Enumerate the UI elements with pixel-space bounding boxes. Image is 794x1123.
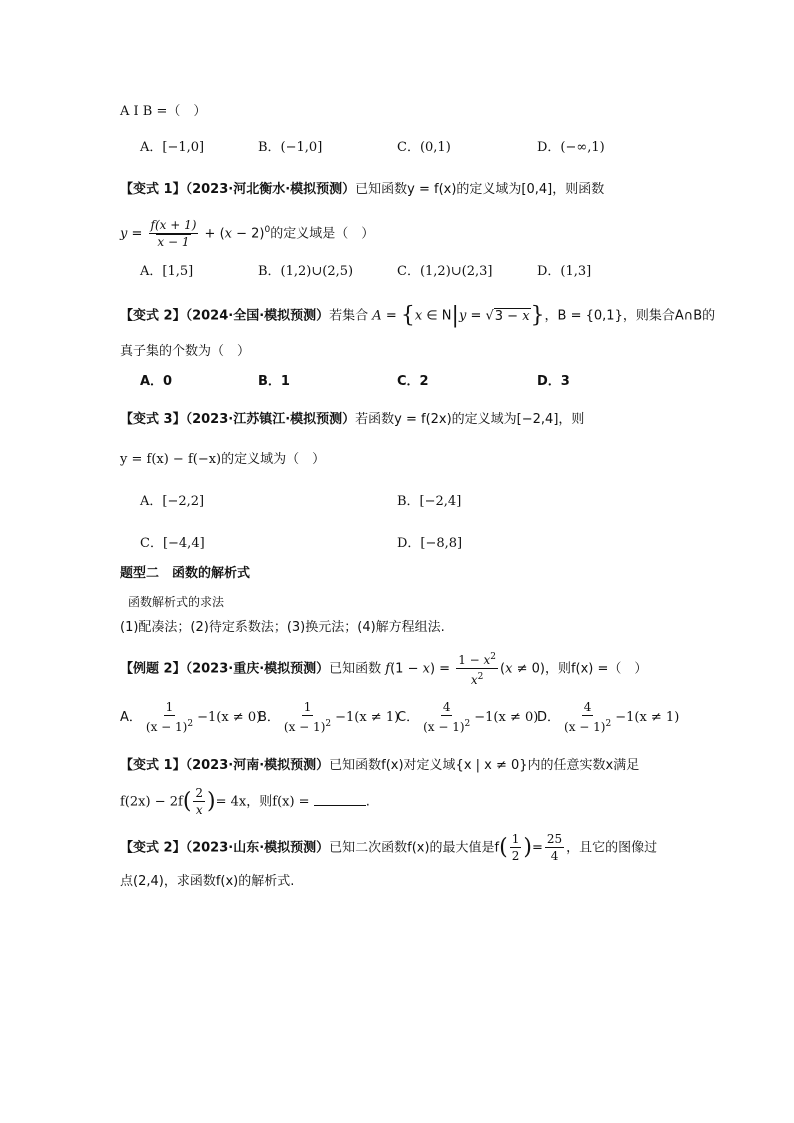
variant-1-option-c: C．(1,2)∪(2,3] [397,264,493,279]
fraction: $\frac{f(x + 1)}{x - 1}$ [150,217,197,249]
variant-2-option-a: A．0 [140,374,173,389]
method-title: 函数解析式的求法 [128,595,225,609]
fraction: $\frac{1}{2}$ [511,832,520,863]
option-a: A．[−1,0] [140,140,205,155]
variant-5-question-line2: 点(2,4)，求函数f(x)的解析式. [120,874,295,889]
variant-1-option-d: D．(1,3] [537,264,592,279]
variant-2-option-b: B．1 [258,374,290,389]
fraction: $\frac{25}{4}$ [546,832,563,863]
option-d: D．(−∞,1) [537,140,605,155]
fraction: $\frac{1 - x^2}{x^2}$ [458,652,497,687]
variant-2-option-c: C．2 [397,374,429,389]
variant-3-option-c: C．[−4,4] [140,536,205,551]
example-2-option-d: D． $\frac{4}{(x - 1)^2}$ −1(x ≠ 1) [537,700,680,734]
variant-1-option-a: A．[1,5] [140,264,194,279]
variant-1-option-b: B．(1,2)∪(2,5) [258,264,354,279]
variant-2-option-d: D．3 [537,374,570,389]
variant-3-question: 【变式 3】（2023·江苏镇江·模拟预测）若函数y = f(2x)的定义域为[−2,4]，则 [120,412,585,427]
variant-3-option-d: D．[−8,8] [397,536,463,551]
example-2-option-c: C． $\frac{4}{(x - 1)^2}$ −1(x ≠ 0) [397,700,539,734]
example-2-question: 【例题 2】（2023·重庆·模拟预测）已知函数 f(1 − x) = $\frac{1 - x^2}{x^2}$ (x ≠ 0)，则f(x) =（ ） [120,652,648,687]
variant-4-question: 【变式 1】（2023·河南·模拟预测）已知函数f(x)对定义域{x | x ≠ 0}内的任意实数x满足 [120,758,640,773]
answer-blank [314,793,366,806]
option-c: C．(0,1) [397,140,451,155]
fraction: $\frac{2}{x}$ [195,786,204,817]
variant-4-equation: f(2x) − 2f( $\frac{2}{x}$ )= 4x，则f(x) = . [120,786,370,817]
example-2-option-a: A． $\frac{1}{(x - 1)^2}$ −1(x ≠ 0) [120,700,262,734]
variant-3-question-line2: y = f(x) − f(−x)的定义域为（ ） [120,452,326,467]
method-text: (1)配凑法；(2)待定系数法；(3)换元法；(4)解方程组法. [120,620,445,635]
variant-2-question: 【变式 2】（2024·全国·模拟预测）若集合 A = {x ∈ N|y = √3 − x}，B = {0,1}，则集合A∩B的 [120,303,716,328]
section-title: 题型二 函数的解析式 [120,566,251,581]
variant-5-question: 【变式 2】（2023·山东·模拟预测）已知二次函数f(x)的最大值是f( $\frac{1}{2}$ )= $\frac{25}{4}$ ，且它的图像过 [120,832,658,863]
variant-3-option-b: B．[−2,4] [397,494,462,509]
intro-line: A I B =（ ） [120,104,207,119]
example-2-option-b: B． $\frac{1}{(x - 1)^2}$ −1(x ≠ 1) [258,700,400,734]
option-b: B．(−1,0] [258,140,323,155]
variant-1-function: y = $\frac{f(x + 1)}{x - 1}$ + $(x - 2)^0$的定义域是（ ） [120,217,375,249]
variant-1-question: 【变式 1】（2023·河北衡水·模拟预测）已知函数y = f(x)的定义域为[0,4]，则函数 [120,182,605,197]
variant-3-option-a: A．[−2,2] [140,494,205,509]
variant-2-question-line2: 真子集的个数为（ ） [120,344,251,359]
